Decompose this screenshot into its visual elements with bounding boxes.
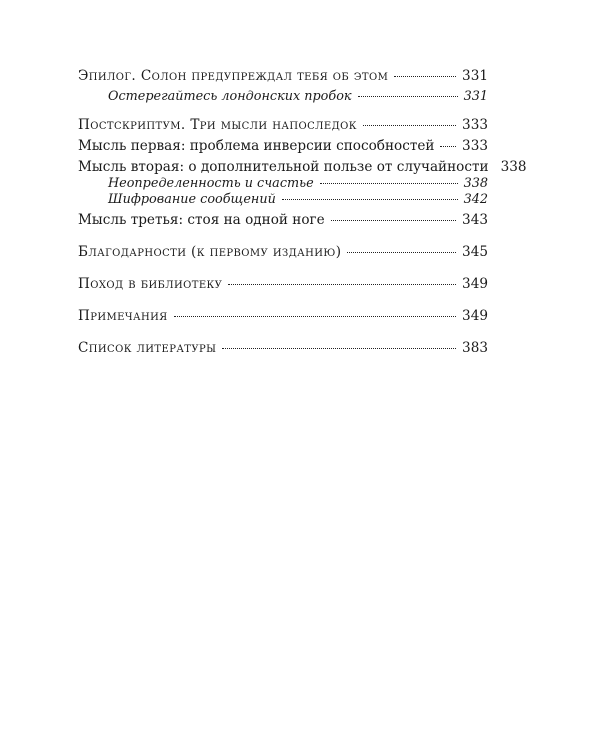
toc-entry-postscript (78, 117, 488, 134)
dot-leader (440, 146, 456, 147)
toc-entry-title: Шифрование сообщений (108, 191, 276, 207)
dot-leader (228, 284, 456, 285)
toc-entry-page: 338 (463, 175, 488, 191)
toc-entry-title: Мысль первая: проблема инверсии способностей (78, 137, 435, 154)
dot-leader (222, 348, 456, 349)
toc-entry-page: 338 (500, 158, 527, 175)
toc-entry-title: Благодарности (к первому изданию) (78, 243, 342, 260)
toc-entry-page: 331 (463, 88, 488, 104)
dot-leader (331, 220, 456, 221)
toc-entry-page: 342 (463, 191, 488, 207)
table-of-contents (78, 68, 527, 357)
toc-entry-title: Неопределенность и счастье (108, 175, 314, 191)
dot-leader (174, 316, 456, 317)
toc-entry-page: 331 (462, 68, 488, 84)
dot-leader (282, 199, 458, 200)
toc-entry-library (78, 276, 488, 293)
dot-leader (394, 76, 456, 77)
dot-leader (363, 125, 456, 126)
toc-entry-title: Поход в библиотеку (78, 275, 223, 292)
toc-subentry-uncertainty (78, 176, 488, 192)
toc-entry-title: Мысль вторая: о дополнительной пользе от случайности (78, 158, 489, 175)
dot-leader (320, 183, 458, 184)
toc-entry-page: 349 (462, 307, 488, 324)
toc-entry-page: 333 (462, 137, 488, 154)
toc-entry-acknowledgments (78, 244, 488, 261)
toc-subentry-london-traffic (78, 89, 488, 105)
toc-subentry-encryption (78, 192, 488, 208)
dot-leader (358, 96, 458, 97)
toc-entry-title: Постскриптум. Три мысли напоследок (78, 116, 357, 133)
toc-entry-bibliography (78, 340, 488, 357)
dot-leader (347, 252, 456, 253)
toc-entry-title: Мысль третья: стоя на одной ноге (78, 211, 325, 228)
toc-entry-title: Список литературы (78, 339, 217, 356)
toc-entry-page: 383 (462, 339, 488, 356)
toc-entry-notes (78, 308, 488, 325)
toc-entry-page: 343 (462, 211, 488, 228)
toc-entry-title: Остерегайтесь лондонских пробок (108, 88, 352, 104)
toc-entry-title: Эпилог. Солон предупреждал тебя об этом (78, 68, 389, 84)
toc-entry-thought-one (78, 138, 488, 155)
toc-entry-page: 349 (462, 275, 488, 292)
toc-entry-page: 345 (462, 243, 488, 260)
toc-entry-thought-two (78, 158, 527, 176)
toc-entry-page: 333 (462, 116, 488, 133)
toc-entry-title: Примечания (78, 307, 168, 324)
toc-entry-epilogue (78, 68, 488, 85)
toc-entry-thought-three (78, 212, 488, 229)
